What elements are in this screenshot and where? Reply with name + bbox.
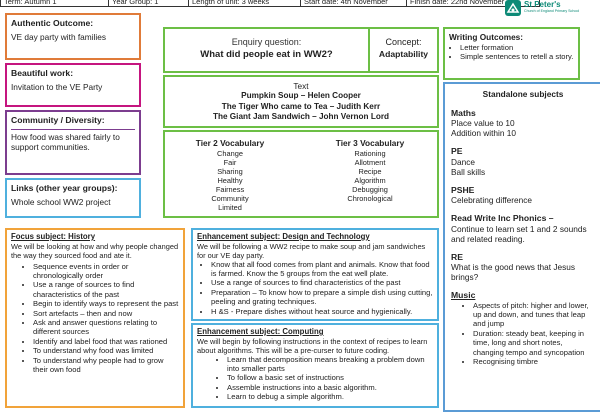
music-item: • Aspects of pitch: higher and lower, up and down, and tunes that leap and jump (473, 301, 595, 329)
term-cell: Term: Autumn 1 (1, 0, 109, 6)
dt-box (191, 228, 439, 321)
pshe-title: PSHE (451, 184, 475, 195)
links-title: Links (other year groups): (11, 183, 118, 193)
writing-outcome-item: • Letter formation (460, 43, 574, 52)
computing-intro: We will begin by following instructions in the context of recipes to learn about algorithms. This will be a pre-curser to future coding. (197, 336, 428, 355)
length-cell: Length of unit: 3 weeks (189, 0, 301, 6)
music-item: • Recognising timbre (473, 357, 595, 366)
vocabulary-box (163, 130, 439, 218)
writing-outcome-item: • Simple sentences to retell a story. (460, 52, 574, 61)
tier2-word: Sharing (217, 166, 243, 176)
texts-box (163, 75, 439, 128)
pshe-text: Celebrating difference (451, 195, 533, 205)
computing-box (191, 323, 439, 408)
writing-outcomes-box (443, 27, 580, 80)
links-text: Whole school WW2 project (11, 196, 111, 207)
maths-title: Maths (451, 107, 476, 118)
history-item: • Use a range of sources to find characteristics of the past (33, 280, 179, 299)
logo-subtitle: Church of England Primary School (524, 9, 580, 13)
tier3-word: Allotment (354, 157, 386, 167)
history-item: • Identify and label food that was rationed (33, 337, 179, 346)
enquiry-question: What did people eat in WW2? (200, 49, 333, 60)
history-intro: We will be looking at how and why people changed the way they sourced food and ate it. (11, 241, 179, 260)
writing-outcomes-list (449, 43, 574, 62)
school-logo (505, 0, 595, 20)
community-title: Community / Diversity: (11, 115, 105, 125)
tier2-word: Healthy (217, 175, 243, 185)
computing-title: Enhancement subject: Computing (197, 327, 324, 336)
links-box (5, 178, 141, 218)
text-item: The Tiger Who came to Tea – Judith Kerr (221, 101, 381, 111)
computing-item: • Learn to debug a simple algorithm. (227, 392, 433, 401)
standalone-subjects-box (443, 82, 600, 412)
dt-list (197, 260, 433, 316)
tier3-word: Rationing (354, 148, 386, 158)
logo-name: St Peter's (524, 0, 561, 9)
enquiry-label: Enquiry question: (231, 37, 302, 47)
unit-header (0, 0, 540, 7)
pe-text: Dance (451, 156, 475, 167)
year-group-cell: Year Group: 1 (109, 0, 189, 6)
history-item: • To understand why people had to grow their own food (33, 356, 179, 375)
texts-label: Text (293, 81, 309, 91)
authentic-outcome-box (5, 13, 141, 60)
history-item: • Begin to identify ways to represent the past (33, 299, 179, 308)
tier3-word: Debugging (352, 184, 388, 194)
concept-value: Adaptability (378, 49, 429, 59)
pe-text-2: Ball skills (451, 166, 486, 177)
music-item: • Duration: steady beat, keeping in time, long and short notes, changing tempo and syncopation (473, 329, 595, 357)
text-item: Pumpkin Soup – Helen Cooper (241, 91, 361, 100)
beautiful-work-title: Beautiful work: (11, 68, 74, 78)
computing-item: • Learn that decomposition means breaking a problem down into smaller parts (227, 355, 433, 374)
tier2-word: Fairness (215, 184, 245, 194)
history-title: Focus subject: History (11, 232, 96, 241)
dt-item: • H &S - Prepare dishes without heat source and hygienically. (211, 307, 433, 316)
start-date-cell: Start date: 4th November (301, 0, 407, 6)
history-list (11, 262, 179, 375)
tier3-word: Recipe (358, 166, 382, 176)
tier2-word: Fair (223, 157, 237, 167)
history-item: • Sequence events in order or chronologically order (33, 262, 179, 281)
history-item: • Sort artefacts – then and now (33, 309, 179, 318)
maths-line: Place value to 10 (451, 118, 515, 128)
music-list (451, 301, 595, 367)
rwi-title: Read Write Inc Phonics – (451, 213, 554, 223)
tier2-word: Community (211, 193, 249, 203)
enquiry-box (163, 27, 439, 73)
history-item: • To understand why food was limited (33, 346, 179, 355)
tier2-title: Tier 2 Vocabulary (195, 138, 265, 148)
beautiful-work-text: Invitation to the VE Party (11, 81, 103, 92)
history-item: • Ask and answer questions relating to different sources (33, 318, 179, 337)
re-title: RE (451, 251, 463, 262)
pe-title: PE (451, 146, 463, 156)
school-crest-icon (505, 0, 521, 16)
finish-date-cell: Finish date: 22nd November (410, 0, 505, 6)
music-title: Music (451, 290, 476, 300)
tier3-word: Algorithm (354, 175, 386, 185)
dt-item: • Use a range of sources to find characteristics of the past (211, 278, 433, 287)
re-text: What is the good news that Jesus brings? (451, 262, 576, 282)
community-box (5, 110, 141, 175)
tier3-column (315, 138, 425, 203)
authentic-outcome-text: VE day party with families (11, 31, 106, 42)
maths-line: Addition within 10 (451, 128, 517, 138)
dt-title: Enhancement subject: Design and Technology (197, 232, 370, 241)
standalone-title: Standalone subjects (482, 89, 564, 99)
dt-intro: We will be following a WW2 recipe to make soup and jam sandwiches for our VE day party. (197, 241, 426, 260)
writing-outcomes-title: Writing Outcomes: (449, 32, 524, 42)
computing-item: • Assemble instructions into a basic algorithm. (227, 383, 433, 392)
beautiful-work-box (5, 63, 141, 107)
tier2-column (175, 138, 285, 212)
computing-item: • To follow a basic set of instructions (227, 373, 433, 382)
authentic-outcome-title: Authentic Outcome: (11, 18, 94, 28)
tier2-word: Limited (218, 202, 242, 212)
dt-item: • Preparation – To know how to prepare a simple dish using cutting, peeling and grating techniques. (211, 288, 433, 307)
computing-list (197, 355, 433, 402)
history-box (5, 228, 185, 408)
dt-item: • Know that all food comes from plant and animals. Know that food is farmed. Know the 5 groups from the eat well plate. (211, 260, 433, 279)
tier3-word: Chronological (347, 193, 393, 203)
text-item: The Giant Jam Sandwich – John Vernon Lord (212, 112, 390, 121)
tier2-word: Change (217, 148, 243, 158)
rwi-text: Continue to learn set 1 and 2 sounds and related reading. (451, 223, 587, 244)
concept-label: Concept: (385, 37, 422, 47)
tier3-title: Tier 3 Vocabulary (335, 138, 405, 148)
community-text: How food was shared fairly to support communities. (11, 131, 120, 152)
community-divider (11, 129, 135, 130)
